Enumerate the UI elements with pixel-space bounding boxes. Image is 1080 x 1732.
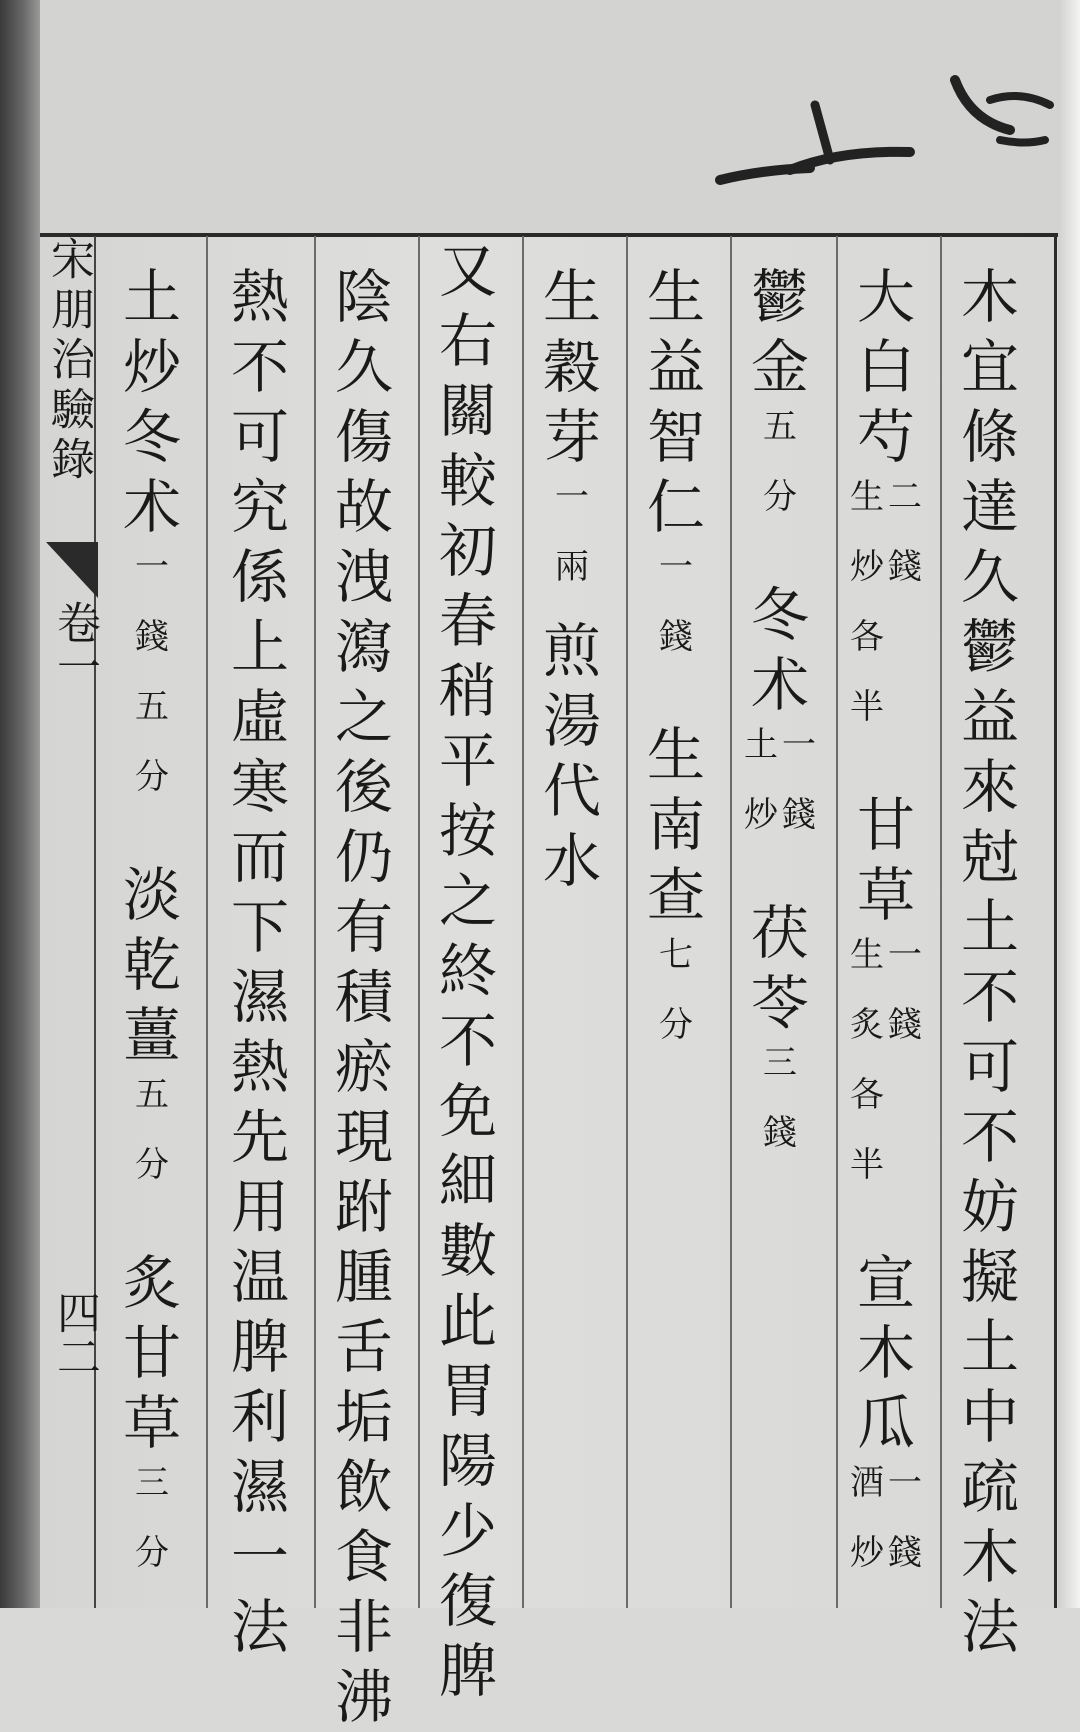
annotation-right bbox=[555, 474, 589, 614]
glyph: 濕 bbox=[230, 1453, 289, 1521]
glyph: 分 bbox=[135, 757, 169, 797]
glyph: 又 bbox=[438, 237, 497, 305]
glyph: 久 bbox=[334, 333, 393, 401]
glyph: 錢 bbox=[888, 547, 922, 587]
glyph: 舌 bbox=[334, 1313, 393, 1381]
glyph: 法 bbox=[960, 1593, 1019, 1661]
glyph: 土 bbox=[960, 1313, 1019, 1381]
glyph: 炒 bbox=[850, 1533, 884, 1573]
herb-name bbox=[647, 262, 705, 542]
glyph: 不 bbox=[438, 1007, 497, 1075]
glyph: 法 bbox=[230, 1593, 289, 1661]
annotation-left bbox=[850, 474, 884, 754]
glyph: 春 bbox=[438, 587, 497, 655]
glyph: 先 bbox=[230, 1103, 289, 1171]
glyph: 右 bbox=[438, 307, 497, 375]
herb-name bbox=[647, 720, 705, 930]
annotation-right bbox=[135, 544, 169, 824]
glyph: 水 bbox=[542, 827, 601, 895]
glyph: 术 bbox=[750, 651, 809, 719]
column-text bbox=[961, 262, 1019, 1662]
herb-dose bbox=[135, 544, 169, 824]
column-rule bbox=[626, 236, 628, 1608]
page-number-text: 四二 bbox=[49, 1290, 100, 1378]
glyph: 瘀 bbox=[334, 1033, 393, 1101]
herb-name bbox=[751, 262, 809, 402]
glyph: 分 bbox=[763, 477, 797, 517]
glyph: 尅 bbox=[960, 823, 1019, 891]
glyph: 錢 bbox=[782, 795, 816, 835]
glyph: 脾 bbox=[230, 1313, 289, 1381]
glyph: 温 bbox=[230, 1243, 289, 1311]
glyph: 飲 bbox=[334, 1453, 393, 1521]
glyph: 茯 bbox=[750, 899, 809, 967]
text-column-c4 bbox=[640, 262, 712, 1074]
glyph: 金 bbox=[750, 333, 809, 401]
glyph: 中 bbox=[960, 1383, 1019, 1451]
glyph: 冬 bbox=[122, 403, 181, 471]
text-column-c3 bbox=[744, 262, 816, 1182]
herb-dose bbox=[135, 1072, 169, 1212]
glyph: 濕 bbox=[230, 963, 289, 1031]
glyph: 條 bbox=[960, 403, 1019, 471]
glyph: 草 bbox=[856, 861, 915, 929]
glyph: 用 bbox=[230, 1173, 289, 1241]
glyph: 有 bbox=[334, 893, 393, 961]
herb-name bbox=[857, 790, 915, 930]
glyph: 益 bbox=[960, 683, 1019, 751]
glyph: 仁 bbox=[646, 473, 705, 541]
ink-marks bbox=[720, 60, 1060, 210]
herb-dose bbox=[763, 404, 797, 544]
text-column-c1 bbox=[954, 262, 1026, 1662]
glyph: 术 bbox=[122, 473, 181, 541]
frame-top-border bbox=[40, 233, 1058, 237]
herb-name bbox=[123, 262, 181, 542]
glyph: 熱 bbox=[230, 263, 289, 331]
glyph: 細 bbox=[438, 1147, 497, 1215]
glyph: 益 bbox=[646, 333, 705, 401]
glyph: 鬱 bbox=[960, 613, 1019, 681]
glyph: 復 bbox=[438, 1567, 497, 1635]
glyph: 仍 bbox=[334, 823, 393, 891]
glyph: 按 bbox=[438, 797, 497, 865]
column-rule bbox=[940, 236, 942, 1608]
text-column-c7 bbox=[328, 262, 400, 1732]
glyph: 利 bbox=[230, 1383, 289, 1451]
annotation-right bbox=[763, 404, 797, 544]
glyph: 瓜 bbox=[856, 1389, 915, 1457]
glyph: 土 bbox=[744, 725, 778, 765]
annotation-right bbox=[659, 932, 693, 1072]
herb-dose bbox=[850, 932, 922, 1212]
glyph: 一 bbox=[659, 547, 693, 587]
glyph: 炒 bbox=[850, 547, 884, 587]
glyph: 白 bbox=[856, 333, 915, 401]
column-text bbox=[335, 262, 393, 1732]
glyph: 上 bbox=[230, 613, 289, 681]
herb-dose bbox=[555, 474, 589, 614]
column-rule bbox=[206, 236, 208, 1608]
text-column-c9 bbox=[116, 262, 188, 1602]
herb-dose bbox=[744, 722, 816, 862]
glyph: 錢 bbox=[763, 1113, 797, 1153]
herb-dose bbox=[850, 1460, 922, 1600]
glyph: 少 bbox=[438, 1497, 497, 1565]
glyph: 三 bbox=[763, 1043, 797, 1083]
glyph: 久 bbox=[960, 543, 1019, 611]
glyph: 錢 bbox=[888, 1005, 922, 1045]
glyph: 之 bbox=[334, 683, 393, 751]
glyph: 各 bbox=[850, 1075, 884, 1115]
column-text bbox=[439, 306, 497, 1706]
glyph: 洩 bbox=[334, 543, 393, 611]
column-rule bbox=[522, 236, 524, 1608]
text-column-c2 bbox=[850, 262, 922, 1602]
glyph: 此 bbox=[438, 1287, 497, 1355]
glyph: 一 bbox=[230, 1523, 289, 1591]
text-column-c6 bbox=[432, 236, 504, 1706]
volume-label bbox=[46, 600, 102, 688]
glyph: 五 bbox=[763, 407, 797, 447]
glyph: 甘 bbox=[856, 791, 915, 859]
glyph: 胃 bbox=[438, 1357, 497, 1425]
glyph: 五 bbox=[135, 1075, 169, 1115]
herb-name bbox=[123, 1248, 181, 1458]
glyph: 二 bbox=[888, 477, 922, 517]
glyph: 終 bbox=[438, 937, 497, 1005]
glyph: 較 bbox=[438, 447, 497, 515]
glyph: 寒 bbox=[230, 753, 289, 821]
glyph: 一 bbox=[135, 547, 169, 587]
glyph: 智 bbox=[646, 403, 705, 471]
glyph: 炙 bbox=[850, 1005, 884, 1045]
glyph: 關 bbox=[438, 377, 497, 445]
glyph: 生 bbox=[850, 935, 884, 975]
fishtail-mark bbox=[42, 540, 100, 600]
glyph: 故 bbox=[334, 473, 393, 541]
glyph: 錢 bbox=[659, 617, 693, 657]
glyph: 一 bbox=[888, 935, 922, 975]
glyph: 宣 bbox=[856, 1249, 915, 1317]
glyph: 腫 bbox=[334, 1243, 393, 1311]
glyph: 五 bbox=[135, 687, 169, 727]
glyph: 食 bbox=[334, 1523, 393, 1591]
glyph: 陽 bbox=[438, 1427, 497, 1495]
glyph: 數 bbox=[438, 1217, 497, 1285]
annotation-left bbox=[850, 1460, 884, 1600]
page-edge bbox=[1058, 0, 1080, 1608]
glyph: 係 bbox=[230, 543, 289, 611]
glyph: 芽 bbox=[542, 403, 601, 471]
page-number bbox=[46, 1290, 102, 1392]
glyph: 不 bbox=[230, 333, 289, 401]
annotation-left bbox=[850, 932, 884, 1212]
glyph: 可 bbox=[960, 1033, 1019, 1101]
glyph: 錢 bbox=[135, 617, 169, 657]
herb-name bbox=[543, 262, 601, 472]
herb-name bbox=[123, 860, 181, 1070]
text-column-c8 bbox=[224, 262, 296, 1662]
glyph: 平 bbox=[438, 727, 497, 795]
glyph: 來 bbox=[960, 753, 1019, 821]
glyph: 一 bbox=[888, 1463, 922, 1503]
glyph: 宜 bbox=[960, 333, 1019, 401]
glyph: 陰 bbox=[334, 263, 393, 331]
glyph: 炙 bbox=[122, 1249, 181, 1317]
glyph: 煎 bbox=[542, 617, 601, 685]
glyph: 分 bbox=[135, 1145, 169, 1185]
glyph: 生 bbox=[542, 263, 601, 331]
glyph: 擬 bbox=[960, 1243, 1019, 1311]
annotation-right bbox=[888, 932, 922, 1212]
glyph: 垢 bbox=[334, 1383, 393, 1451]
herb-dose bbox=[135, 1460, 169, 1600]
glyph: 大 bbox=[856, 263, 915, 331]
glyph: 南 bbox=[646, 791, 705, 859]
glyph: 生 bbox=[646, 263, 705, 331]
herb-name bbox=[857, 1248, 915, 1458]
herb-name bbox=[751, 898, 809, 1038]
annotation-right bbox=[782, 722, 816, 862]
glyph: 錢 bbox=[888, 1533, 922, 1573]
glyph: 下 bbox=[230, 893, 289, 961]
glyph: 傷 bbox=[334, 403, 393, 471]
glyph: 跗 bbox=[334, 1173, 393, 1241]
glyph: 各 bbox=[850, 617, 884, 657]
glyph: 苓 bbox=[750, 969, 809, 1037]
column-rule bbox=[314, 236, 316, 1608]
glyph: 土 bbox=[960, 893, 1019, 961]
glyph: 查 bbox=[646, 861, 705, 929]
margin-title-text: 宋朋治驗錄 bbox=[43, 236, 94, 486]
volume-text: 卷一 bbox=[49, 600, 100, 688]
glyph: 乾 bbox=[122, 931, 181, 999]
book-spine bbox=[0, 0, 40, 1608]
annotation-right bbox=[135, 1072, 169, 1212]
glyph: 脾 bbox=[438, 1637, 497, 1705]
glyph: 兩 bbox=[555, 547, 589, 587]
glyph: 一 bbox=[782, 725, 816, 765]
glyph: 一 bbox=[555, 477, 589, 517]
annotation-right bbox=[763, 1040, 797, 1180]
glyph: 生 bbox=[646, 721, 705, 789]
glyph: 初 bbox=[438, 517, 497, 585]
glyph: 分 bbox=[135, 1533, 169, 1573]
column-head-mark bbox=[439, 236, 497, 306]
frame-right-border bbox=[1054, 233, 1057, 1608]
glyph: 淡 bbox=[122, 861, 181, 929]
glyph: 鬱 bbox=[750, 263, 809, 331]
glyph: 沸 bbox=[334, 1663, 393, 1731]
text-column-c5 bbox=[536, 262, 608, 896]
glyph: 分 bbox=[659, 1005, 693, 1045]
glyph: 冬 bbox=[750, 581, 809, 649]
glyph: 炒 bbox=[122, 333, 181, 401]
glyph: 不 bbox=[960, 1103, 1019, 1171]
herb-dose bbox=[850, 474, 922, 754]
glyph: 湯 bbox=[542, 687, 601, 755]
column-text bbox=[231, 262, 289, 1662]
herb-dose bbox=[659, 932, 693, 1072]
glyph: 木 bbox=[960, 1523, 1019, 1591]
glyph: 妨 bbox=[960, 1173, 1019, 1241]
glyph: 半 bbox=[850, 1145, 884, 1185]
glyph: 半 bbox=[850, 687, 884, 727]
column-tail-text bbox=[543, 616, 601, 896]
glyph: 免 bbox=[438, 1077, 497, 1145]
glyph: 生 bbox=[850, 477, 884, 517]
glyph: 代 bbox=[542, 757, 601, 825]
glyph: 穀 bbox=[542, 333, 601, 401]
glyph: 而 bbox=[230, 823, 289, 891]
glyph: 甘 bbox=[122, 1319, 181, 1387]
glyph: 疏 bbox=[960, 1453, 1019, 1521]
glyph: 酒 bbox=[850, 1463, 884, 1503]
glyph: 達 bbox=[960, 473, 1019, 541]
annotation-right bbox=[135, 1460, 169, 1600]
column-rule bbox=[418, 236, 420, 1608]
glyph: 芍 bbox=[856, 403, 915, 471]
annotation-right bbox=[888, 474, 922, 754]
glyph: 虛 bbox=[230, 683, 289, 751]
glyph: 後 bbox=[334, 753, 393, 821]
glyph: 非 bbox=[334, 1593, 393, 1661]
glyph: 究 bbox=[230, 473, 289, 541]
glyph: 現 bbox=[334, 1103, 393, 1171]
annotation-left bbox=[744, 722, 778, 862]
glyph: 可 bbox=[230, 403, 289, 471]
glyph: 炒 bbox=[744, 795, 778, 835]
glyph: 草 bbox=[122, 1389, 181, 1457]
annotation-right bbox=[659, 544, 693, 684]
annotation-right bbox=[888, 1460, 922, 1600]
herb-name bbox=[751, 580, 809, 720]
glyph: 熱 bbox=[230, 1033, 289, 1101]
herb-dose bbox=[659, 544, 693, 684]
column-rule bbox=[836, 236, 838, 1608]
column-rule bbox=[730, 236, 732, 1608]
glyph: 稍 bbox=[438, 657, 497, 725]
herb-name bbox=[857, 262, 915, 472]
glyph: 木 bbox=[960, 263, 1019, 331]
glyph: 木 bbox=[856, 1319, 915, 1387]
herb-dose bbox=[763, 1040, 797, 1180]
glyph: 積 bbox=[334, 963, 393, 1031]
glyph: 三 bbox=[135, 1463, 169, 1503]
glyph: 七 bbox=[659, 935, 693, 975]
glyph: 薑 bbox=[122, 1001, 181, 1069]
glyph: 土 bbox=[122, 263, 181, 331]
glyph: 不 bbox=[960, 963, 1019, 1031]
glyph: 之 bbox=[438, 867, 497, 935]
glyph: 瀉 bbox=[334, 613, 393, 681]
